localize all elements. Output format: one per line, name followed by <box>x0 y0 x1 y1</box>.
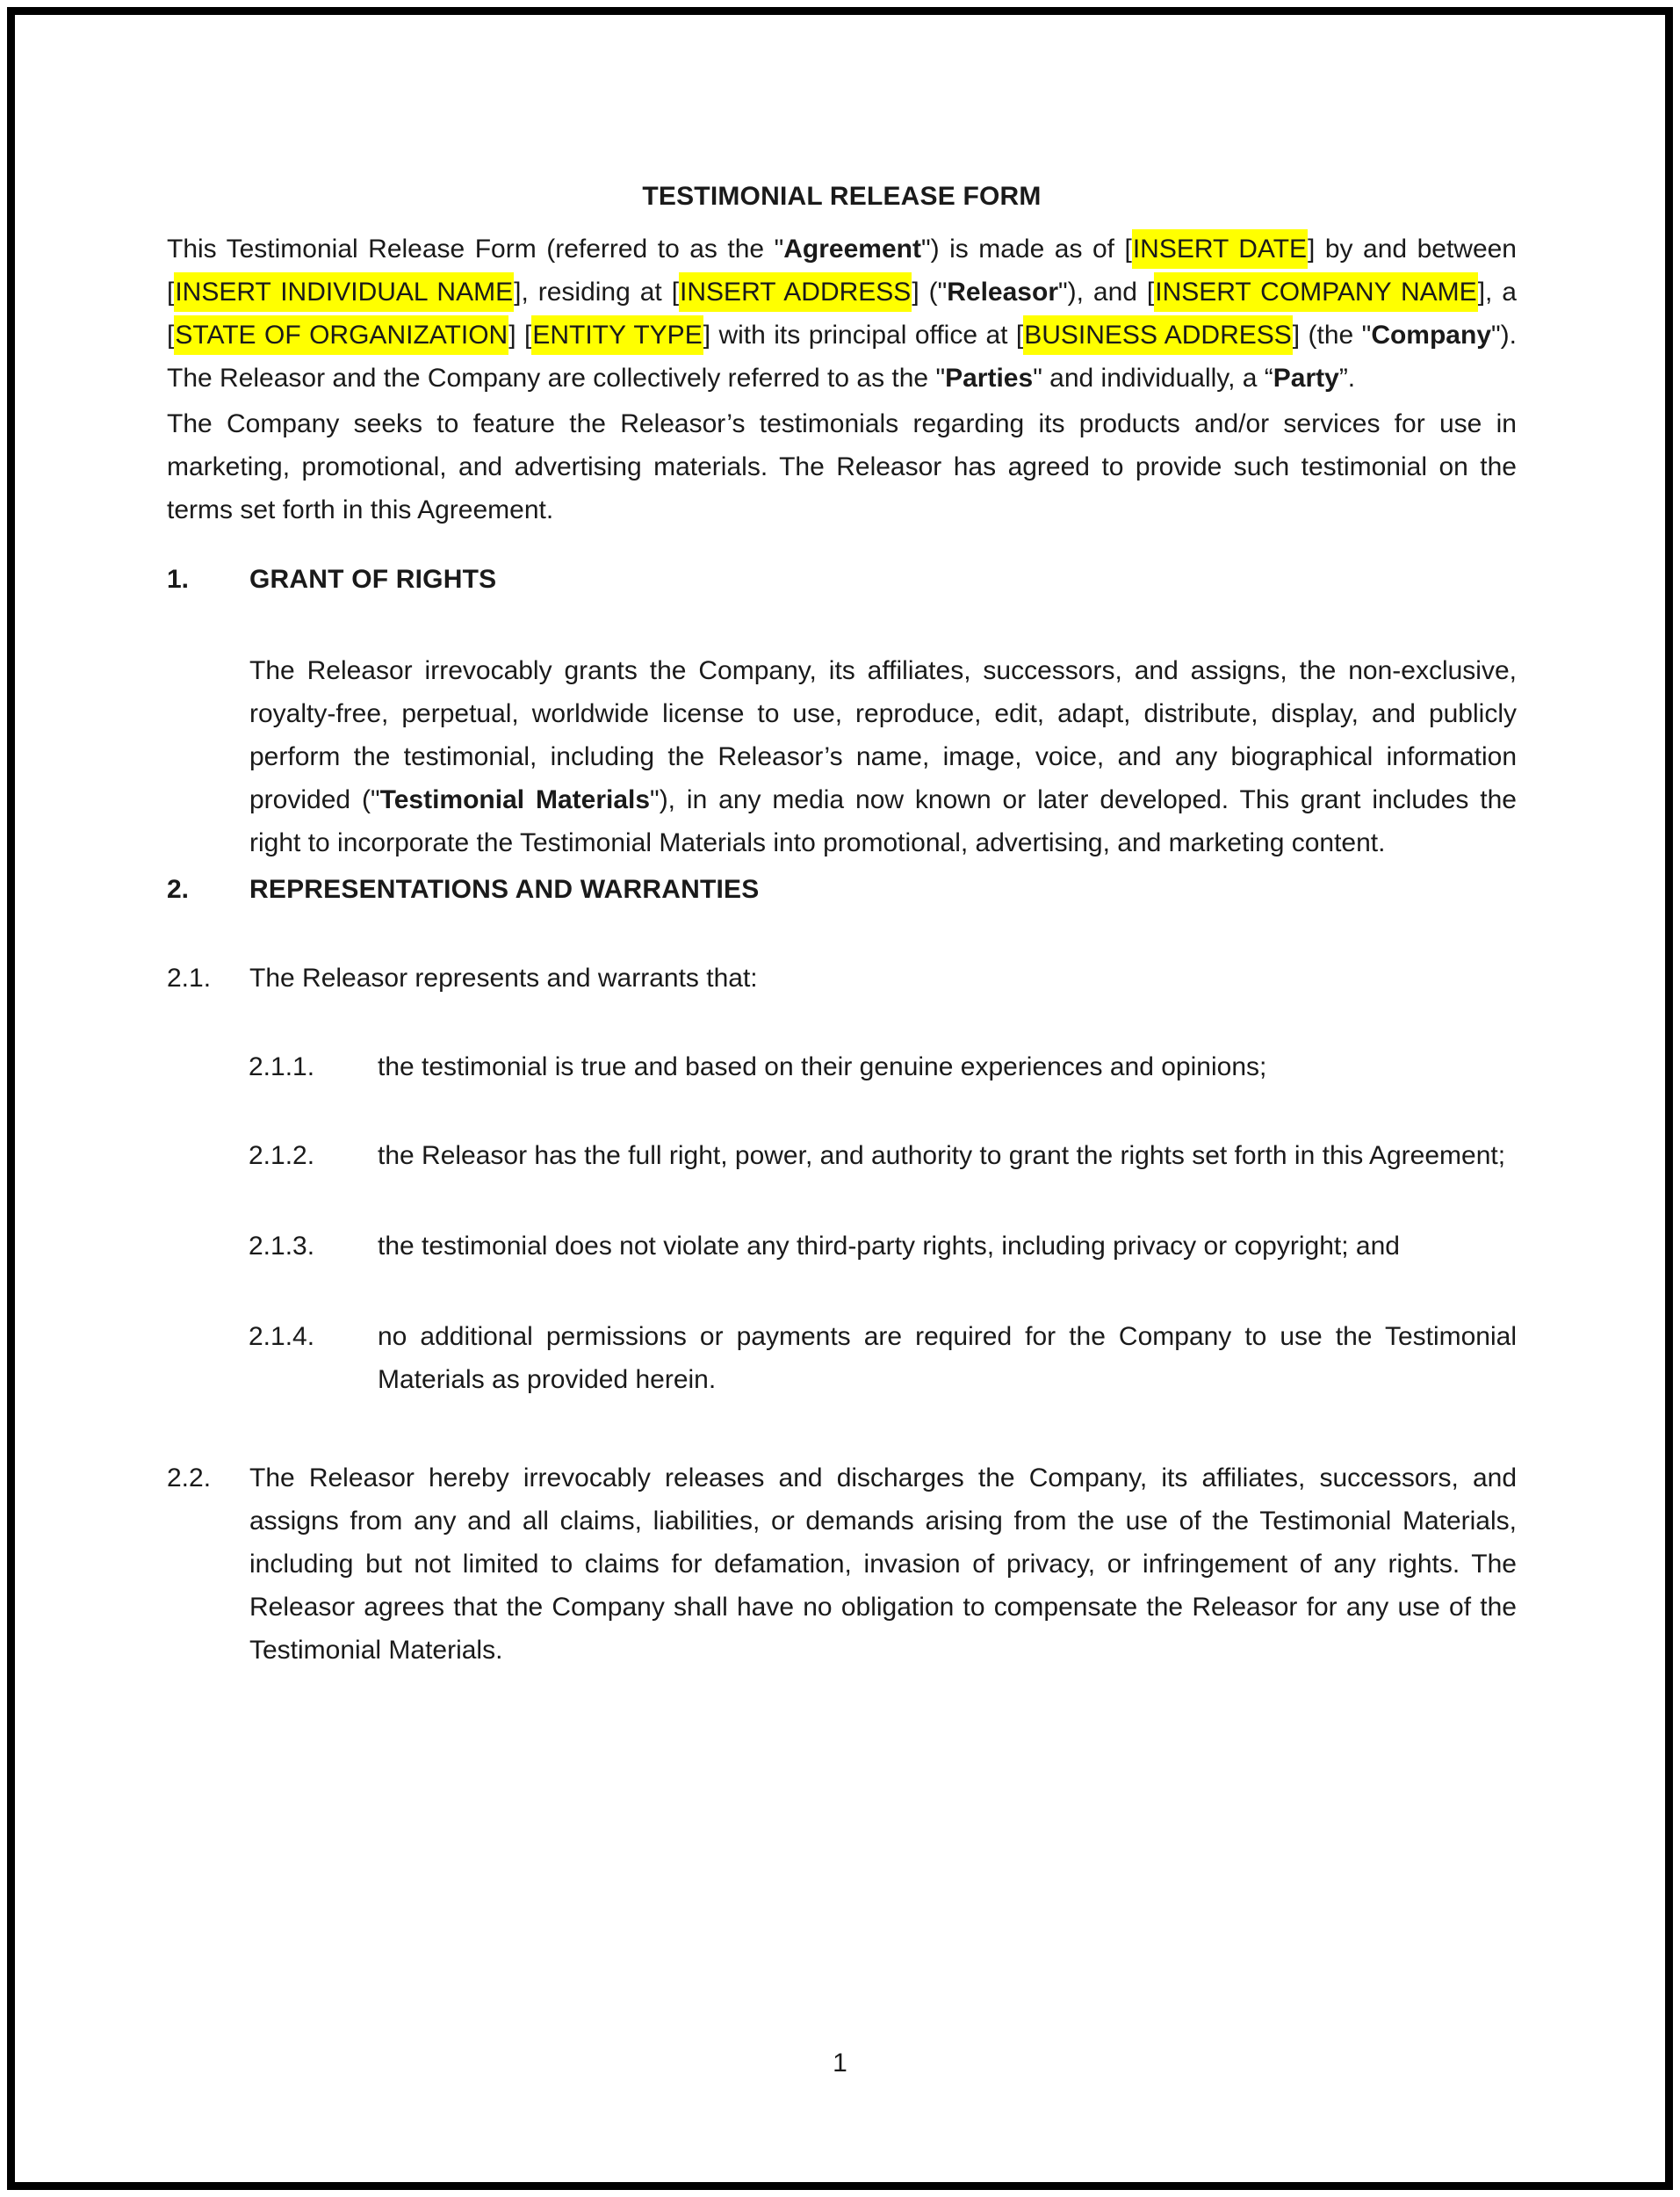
clause-2-1-4-text: no additional permissions or payments are required for the Company to use the Testimonial Materials as provided herein. <box>378 1322 1517 1394</box>
clause-2-1-2-number: 2.1.2. <box>249 1141 315 1170</box>
clause-2-1 <box>167 957 1517 1000</box>
section-2-title: REPRESENTATIONS AND WARRANTIES <box>249 875 760 904</box>
clause-2-1-1-number: 2.1.1. <box>249 1052 315 1081</box>
section-1-heading <box>167 558 1517 601</box>
section-2-number: 2. <box>167 875 190 904</box>
document-title: TESTIMONIAL RELEASE FORM <box>642 182 1042 211</box>
purpose-paragraph: The Company seeks to feature the Releasor’s testimonials regarding its products and/or services for use in marketing, promotional, and advertising materials. The Releasor has agreed to provide such testimonial on the terms set forth in this Agreement. <box>167 409 1517 524</box>
intro-paragraph: This Testimonial Release Form (referred to as the "Agreement") is made as of [INSERT DATE] by and between [INSERT INDIVIDUAL NAME], residing at [INSERT ADDRESS] ("Releasor"), and [INSERT COMPANY NAME], a [STATE OF ORGANIZATION] [ENTITY TYPE] with its principal office at [BUSINESS ADDRESS] (the "Company"). The Releasor and the Company are collectively referred to as the "Parties" and individually, a “Party”. <box>167 228 1517 400</box>
clause-2-1-2-text: the Releasor has the full right, power, and authority to grant the rights set forth in this Agreement; <box>378 1141 1506 1170</box>
section-1-body: The Releasor irrevocably grants the Company, its affiliates, successors, and assigns, the non-exclusive, royalty-free, perpetual, worldwide license to use, reproduce, edit, adapt, distribute, display, and publicly perform the testimonial, including the Releasor’s name, image, voice, and any biographical information provided ("Testimonial Materials"), in any media now known or later developed. This grant includes the right to incorporate the Testimonial Materials into promotional, advertising, and marketing content. <box>249 656 1517 857</box>
clause-2-1-3-number: 2.1.3. <box>249 1232 315 1261</box>
section-1-number: 1. <box>167 565 190 594</box>
section-1-title: GRANT OF RIGHTS <box>249 565 497 594</box>
clause-2-2-text: The Releasor hereby irrevocably releases and discharges the Company, its affiliates, successors, and assigns from any and all claims, liabilities, or demands arising from the use of the Testimonial Materials, including but not limited to claims for defamation, invasion of privacy, or infringement of any rights. The Releasor agrees that the Company shall have no obligation to compensate the Releasor for any use of the Testimonial Materials. <box>249 1463 1517 1665</box>
page-footer <box>0 2042 1680 2085</box>
clause-2-1-3 <box>167 1225 1517 1268</box>
section-2-heading <box>167 868 1517 911</box>
clause-2-2 <box>167 1456 1517 1672</box>
clause-2-1-4-number: 2.1.4. <box>249 1322 315 1351</box>
clause-2-1-1 <box>167 1045 1517 1088</box>
clause-2-1-4 <box>167 1315 1517 1401</box>
clause-2-1-number: 2.1. <box>167 964 212 993</box>
clause-2-1-2 <box>167 1134 1517 1177</box>
clause-2-1-3-text: the testimonial does not violate any third-party rights, including privacy or copyright; and <box>378 1232 1400 1261</box>
clause-2-1-1-text: the testimonial is true and based on their genuine experiences and opinions; <box>378 1052 1267 1081</box>
page-number: 1 <box>833 2049 847 2078</box>
clause-2-1-text: The Releasor represents and warrants that: <box>249 964 758 993</box>
clause-2-2-number: 2.2. <box>167 1463 212 1492</box>
document-content <box>167 0 1517 1672</box>
